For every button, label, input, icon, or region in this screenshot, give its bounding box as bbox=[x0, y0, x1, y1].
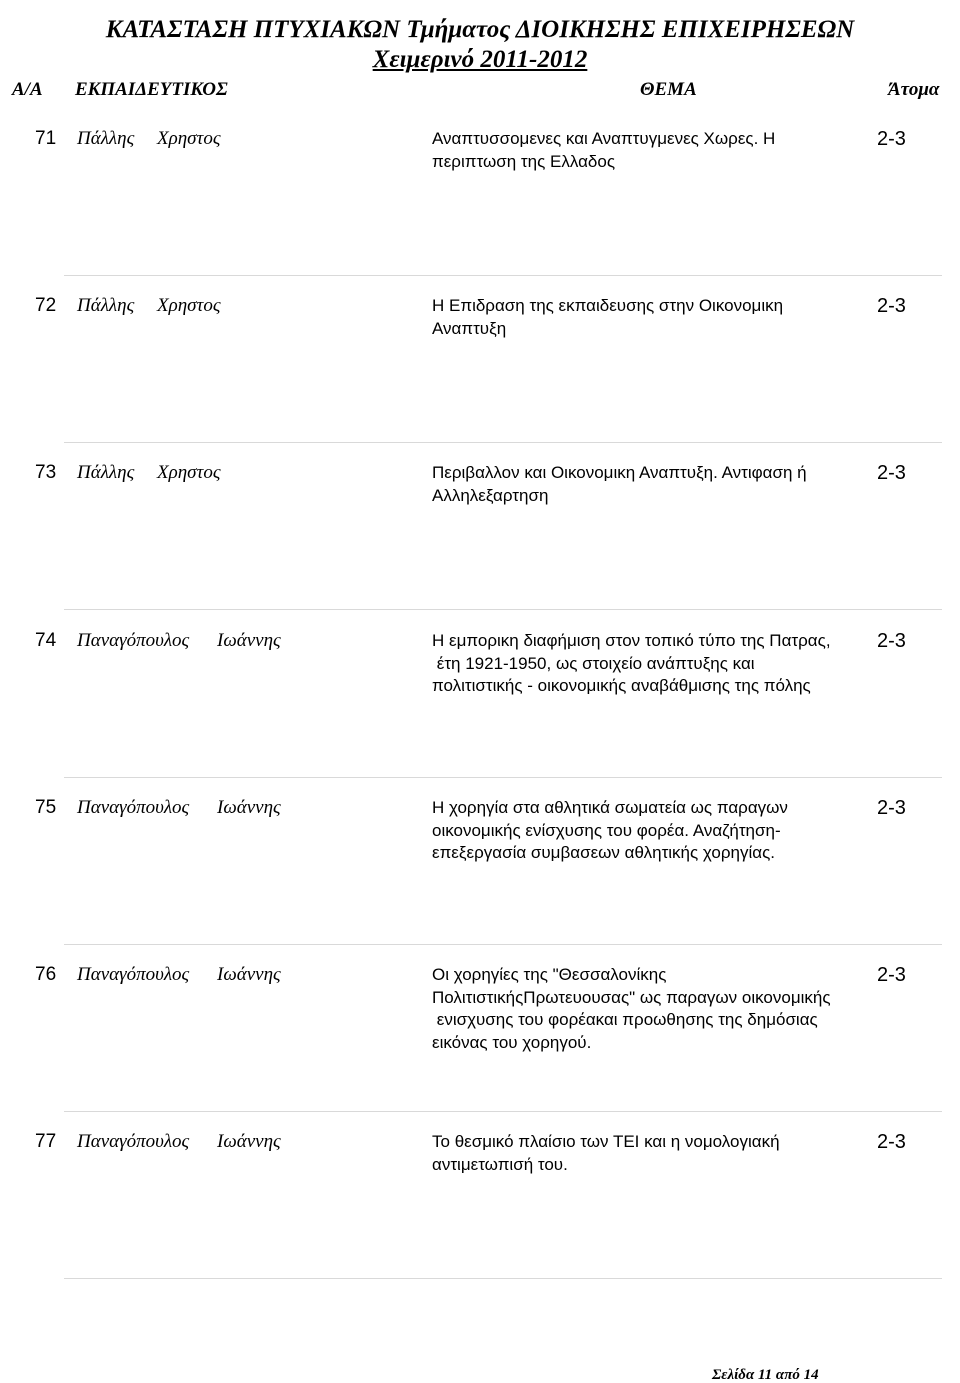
row-divider bbox=[64, 442, 942, 443]
people-count: 2-3 bbox=[877, 295, 906, 317]
teacher-surname: Πάλλης bbox=[77, 462, 135, 483]
column-header-number: Α/Α bbox=[12, 79, 43, 100]
row-divider bbox=[64, 609, 942, 610]
teacher-surname: Παναγόπουλος bbox=[77, 630, 190, 651]
teacher-firstname: Ιωάννης bbox=[217, 630, 281, 651]
people-count: 2-3 bbox=[877, 462, 906, 484]
thesis-topic: Το θεσμικό πλαίσιο των ΤΕΙ και η νομολογιακή αντιμετωπισή του. bbox=[432, 1132, 780, 1174]
column-header-topic: ΘΕΜΑ bbox=[640, 79, 697, 100]
row-number: 73 bbox=[35, 462, 57, 483]
thesis-topic: Οι χορηγίες της "Θεσσαλονίκης ΠολιτιστικήςΠρωτευουσας" ως παραγων οικονομικής ενισχυσης του φορέακαι προωθησης της δημόσιας εικόνας του χορηγού. bbox=[432, 965, 831, 1052]
teacher-firstname: Ιωάννης bbox=[217, 964, 281, 985]
teacher-firstname: Χρηστος bbox=[157, 128, 221, 149]
table-row bbox=[0, 295, 960, 462]
row-number: 76 bbox=[35, 964, 57, 985]
row-divider bbox=[64, 1111, 942, 1112]
table-row bbox=[0, 128, 960, 295]
row-divider bbox=[64, 944, 942, 945]
teacher-firstname: Χρηστος bbox=[157, 462, 221, 483]
thesis-topic: Αναπτυσσομενες και Αναπτυγμενες Χωρες. Η περιπτωση της Ελλαδος bbox=[432, 129, 776, 171]
table-row bbox=[0, 797, 960, 964]
table-row bbox=[0, 630, 960, 797]
teacher-firstname: Ιωάννης bbox=[217, 1131, 281, 1152]
column-header-people: Άτομα bbox=[888, 79, 940, 100]
row-number: 74 bbox=[35, 630, 57, 651]
people-count: 2-3 bbox=[877, 1131, 906, 1153]
row-divider bbox=[64, 777, 942, 778]
teacher-surname: Πάλλης bbox=[77, 295, 135, 316]
table-row bbox=[0, 462, 960, 629]
thesis-topic: Η χορηγία στα αθλητικά σωματεία ως παραγων οικονομικής ενίσχυσης του φορέα. Αναζήτηση- επεξεργασία συμβασεων αθλητικής χορηγίας. bbox=[432, 798, 788, 862]
thesis-topic: Περιβαλλον και Οικονομικη Αναπτυξη. Αντιφαση ή Αλληλεξαρτηση bbox=[432, 463, 807, 505]
row-divider bbox=[64, 275, 942, 276]
people-count: 2-3 bbox=[877, 630, 906, 652]
title-line-1: ΚΑΤΑΣΤΑΣΗ ΠΤΥΧΙΑΚΩΝ Τμήματος ΔΙΟΙΚΗΣΗΣ ΕΠΙΧΕΙΡΗΣΕΩΝ bbox=[105, 16, 855, 43]
row-number: 75 bbox=[35, 797, 57, 818]
row-divider bbox=[64, 1278, 942, 1279]
teacher-firstname: Ιωάννης bbox=[217, 797, 281, 818]
row-number: 77 bbox=[35, 1131, 57, 1152]
people-count: 2-3 bbox=[877, 964, 906, 986]
title-line-2: Χειμερινό 2011-2012 bbox=[372, 46, 588, 73]
table-row bbox=[0, 964, 960, 1131]
table-row bbox=[0, 1131, 960, 1298]
teacher-surname: Πάλλης bbox=[77, 128, 135, 149]
people-count: 2-3 bbox=[877, 128, 906, 150]
people-count: 2-3 bbox=[877, 797, 906, 819]
thesis-topic: Η Επιδραση της εκπαιδευσης στην Οικονομικη Αναπτυξη bbox=[432, 296, 784, 338]
column-header-teacher: ΕΚΠΑΙΔΕΥΤΙΚΟΣ bbox=[75, 79, 228, 100]
thesis-topic: Η εμπορικη διαφήμιση στον τοπικό τύπο της Πατρας, έτη 1921-1950, ως στοιχείο ανάπτυξης και πολιτιστικής - οικονομικής αναβάθμισης της πόλης bbox=[432, 631, 831, 695]
teacher-surname: Παναγόπουλος bbox=[77, 1131, 190, 1152]
page-number: Σελίδα 11 από 14 bbox=[712, 1367, 819, 1383]
teacher-surname: Παναγόπουλος bbox=[77, 797, 190, 818]
row-number: 72 bbox=[35, 295, 57, 316]
row-number: 71 bbox=[35, 128, 57, 149]
teacher-surname: Παναγόπουλος bbox=[77, 964, 190, 985]
teacher-firstname: Χρηστος bbox=[157, 295, 221, 316]
